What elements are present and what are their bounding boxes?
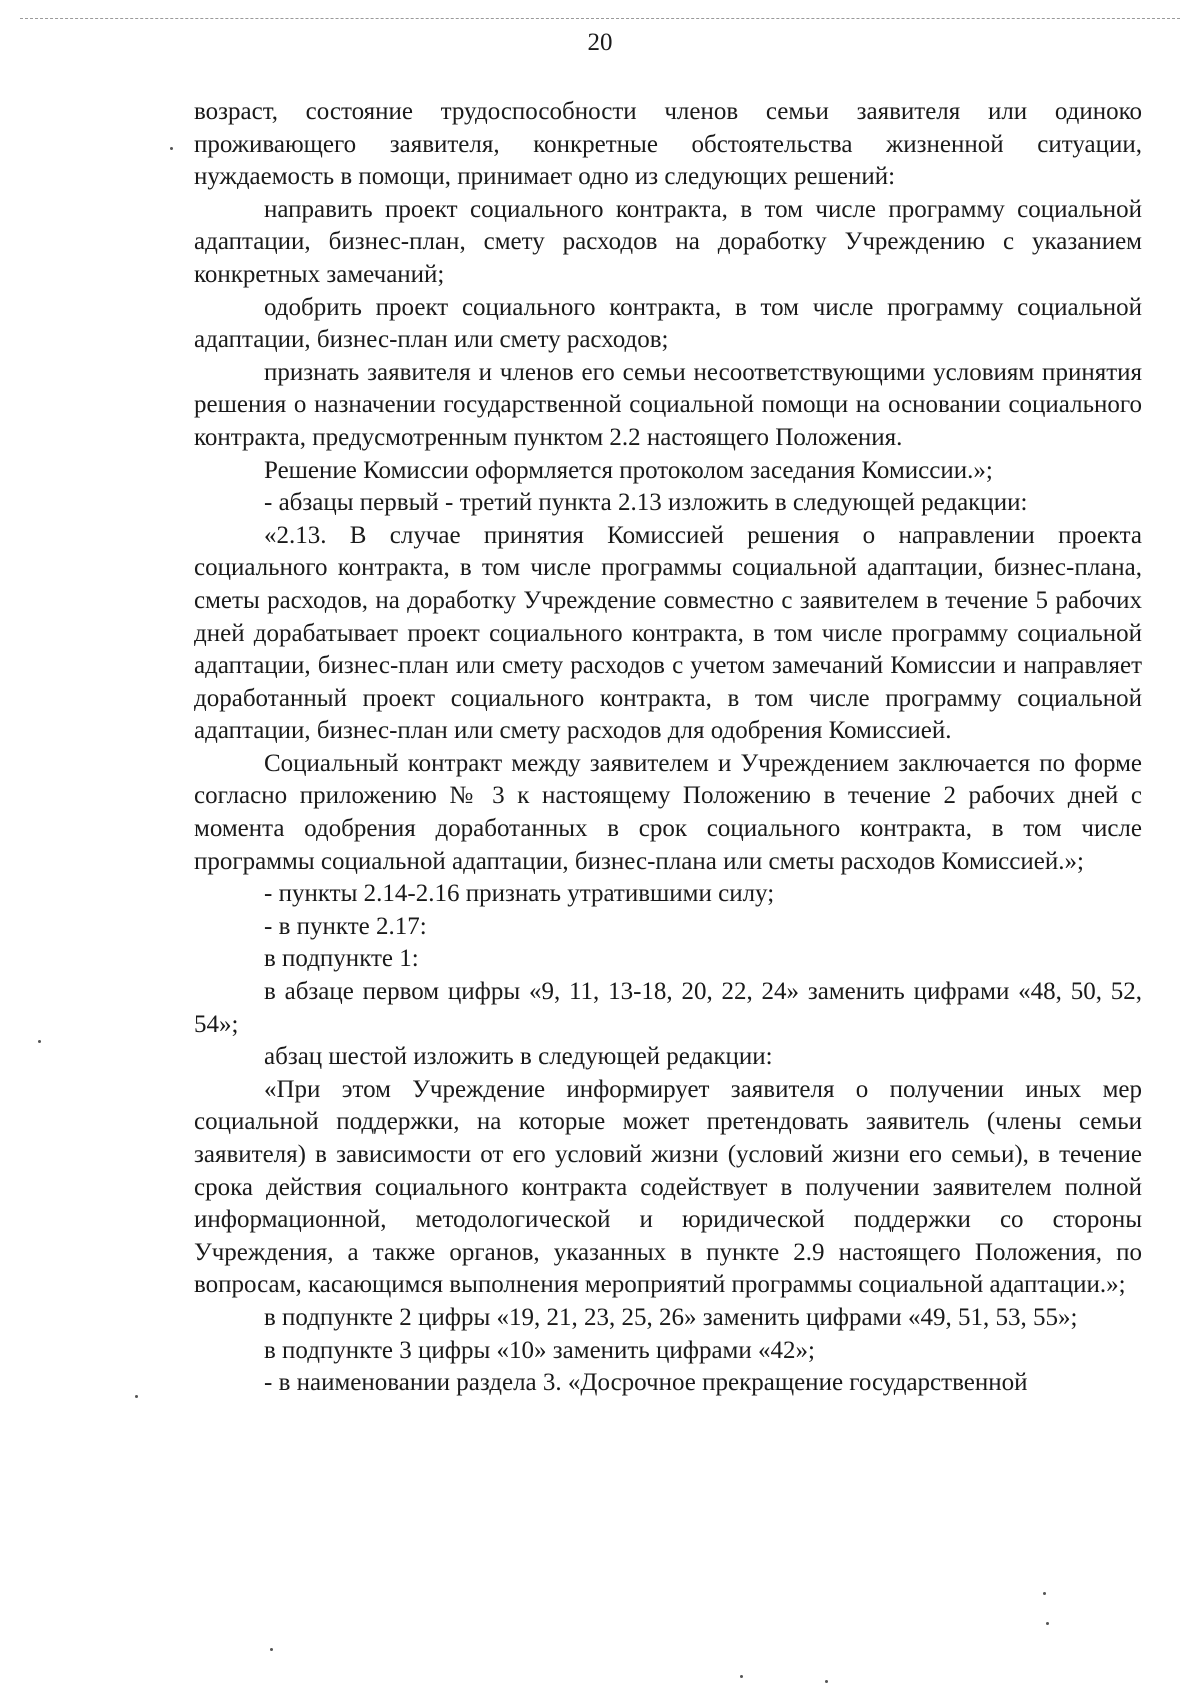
body-text bbox=[194, 96, 1142, 1400]
paragraph-10: - в пункте 2.17: bbox=[264, 912, 427, 940]
page-number: 20 bbox=[587, 29, 613, 56]
paragraph-2: направить проект социального контракта, в том числе программу социальной адаптации, бизнес-план, смету расходов на доработку Учреждению с указанием конкретных замечаний; bbox=[194, 195, 1142, 288]
paragraph-13: абзац шестой изложить в следующей редакции: bbox=[264, 1043, 773, 1071]
scan-speck bbox=[270, 1648, 273, 1651]
paragraph-4: признать заявителя и членов его семьи несоответствующими условиям принятия решения о назначении государственной социальной помощи на основании социального контракта, предусмотренным пунктом 2.2 настоящего Положения. bbox=[194, 358, 1142, 451]
paragraph-16: в подпункте 3 цифры «10» заменить цифрами «42»; bbox=[264, 1336, 815, 1364]
paragraph-5: Решение Комиссии оформляется протоколом заседания Комиссии.»; bbox=[264, 456, 993, 484]
paragraph-6: - абзацы первый - третий пункта 2.13 изложить в следующей редакции: bbox=[264, 489, 1028, 517]
paragraph-12: в абзаце первом цифры «9, 11, 13-18, 20, 22, 24» заменить цифрами «48, 50, 52, 54»; bbox=[194, 978, 1142, 1038]
paragraph-8: Социальный контракт между заявителем и Учреждением заключается по форме согласно приложению № 3 к настоящему Положению в течение 2 рабочих дней с момента одобрения доработанных в срок социального контракта, в том числе программы социальной адаптации, бизнес-плана или сметы расходов Комиссией.»; bbox=[194, 749, 1142, 875]
paragraph-7: «2.13. В случае принятия Комиссией решения о направлении проекта социального контракта, в том числе программы социальной адаптации, бизнес-плана, сметы расходов, на доработку Учреждение совместно с заявителем в течение 5 рабочих дней дорабатывает проект социального контракта, в том числе программу социальной адаптации, бизнес-план или смету расходов с учетом замечаний Комиссии и направляет доработанный проект социального контракта, в том числе программу социальной адаптации, бизнес-план или смету расходов для одобрения Комиссией. bbox=[194, 521, 1142, 745]
scan-speck bbox=[825, 1680, 828, 1683]
paragraph-3: одобрить проект социального контракта, в том числе программу социальной адаптации, бизнес-план или смету расходов; bbox=[194, 293, 1142, 354]
paragraph-14: «При этом Учреждение информирует заявителя о получении иных мер социальной поддержки, на которые может претендовать заявитель (члены семьи заявителя) в зависимости от его условий жизни (условий жизни его семьи), в течение срока действия социального контракта содействует в получении заявителем полной информационной, методологической и юридической поддержки со стороны Учреждения, а также органов, указанных в пункте 2.9 настоящего Положения, по вопросам, касающимся выполнения мероприятий программы социальной адаптации.»; bbox=[194, 1075, 1142, 1299]
scan-speck bbox=[1046, 1622, 1049, 1625]
scan-speck bbox=[1043, 1592, 1046, 1595]
paragraph-15: в подпункте 2 цифры «19, 21, 23, 25, 26» заменить цифрами «49, 51, 53, 55»; bbox=[264, 1303, 1078, 1331]
scan-top-edge bbox=[20, 18, 1180, 19]
paragraph-17: - в наименовании раздела 3. «Досрочное прекращение государственной bbox=[264, 1369, 1028, 1397]
paragraph-9: - пункты 2.14-2.16 признать утратившими силу; bbox=[264, 880, 775, 908]
scan-speck bbox=[740, 1675, 743, 1678]
scan-speck bbox=[170, 147, 173, 150]
scan-speck bbox=[38, 1040, 41, 1043]
scan-speck bbox=[135, 1395, 138, 1398]
paragraph-11: в подпункте 1: bbox=[264, 945, 419, 973]
paragraph-1: возраст, состояние трудоспособности членов семьи заявителя или одиноко проживающего заявителя, конкретные обстоятельства жизненной ситуации, нуждаемость в помощи, принимает одно из следующих решений: bbox=[194, 98, 1142, 191]
